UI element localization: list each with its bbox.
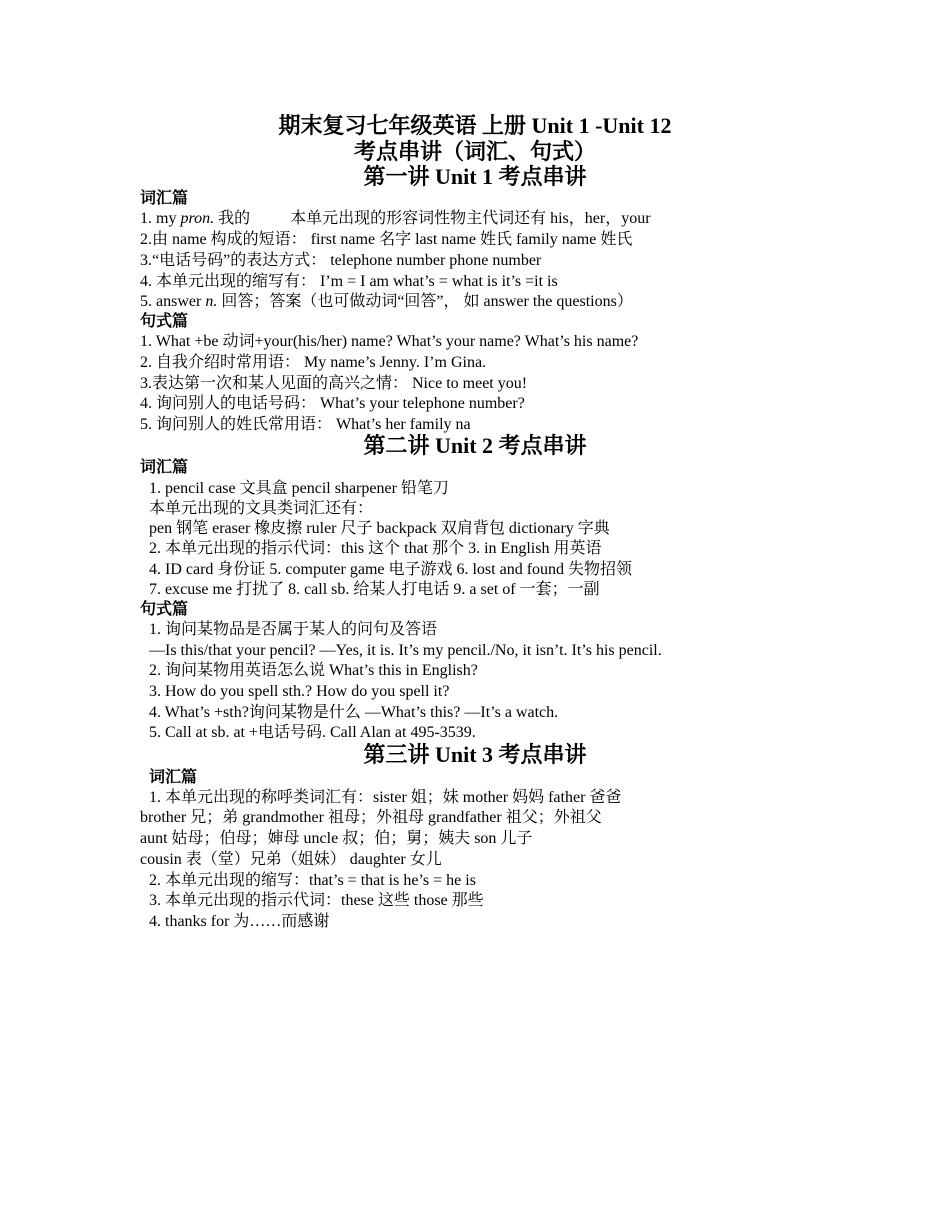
- text: 5. answer: [140, 293, 206, 310]
- lecture1-vocab-item-4: 4. 本单元出现的缩写有： I’m = I am what’s = what is it’s =it is: [140, 273, 558, 290]
- lecture1-sentence-item-3: 3.表达第一次和某人见面的高兴之情： Nice to meet you!: [140, 375, 528, 392]
- lecture1-sentence-item-4: 4. 询问别人的电话号码： What’s your telephone number?: [140, 395, 525, 412]
- lecture3-vocab-item-1-cont-1: brother 兄；弟 grandmother 祖母；外祖母 grandfather 祖父；外祖父: [140, 809, 602, 826]
- lecture2-vocab-item-1: 1. pencil case 文具盒 pencil sharpener 铅笔刀: [149, 480, 449, 497]
- lecture3-vocab-item-1-cont-3: cousin 表（堂）兄弟（姐妹） daughter 女儿: [140, 851, 442, 868]
- lecture2-sentence-item-5: 4. What’s +sth?询问某物是什么 —What’s this? —It’s a watch.: [149, 704, 559, 721]
- lecture1-vocab-item-2: 2.由 name 构成的短语： first name 名字 last name 姓氏 family name 姓氏: [140, 231, 633, 248]
- lecture3-vocab-item-2: 2. 本单元出现的缩写：that’s = that is he’s = he is: [149, 872, 476, 889]
- lecture2-sentence-item-3: 2. 询问某物用英语怎么说 What’s this in English?: [149, 662, 478, 679]
- document-subtitle: 考点串讲（词汇、句式）: [353, 139, 596, 164]
- lecture1-sentence-item-2: 2. 自我介绍时常用语： My name’s Jenny. I’m Gina.: [140, 354, 487, 371]
- text: 1. my: [140, 210, 181, 227]
- lecture2-vocab-item-6: 7. excuse me 打扰了 8. call sb. 给某人打电话 9. a set of 一套；一副: [149, 581, 600, 598]
- lecture2-sentence-item-6: 5. Call at sb. at +电话号码. Call Alan at 495-3539.: [149, 724, 476, 741]
- lecture3-vocab-item-1-cont-2: aunt 姑母；伯母；婶母 uncle 叔；伯；舅；姨夫 son 儿子: [140, 830, 533, 847]
- lecture1-title: 第一讲 Unit 1 考点串讲: [363, 164, 587, 189]
- text: 回答；答案（也可做动词“回答”， 如 answer the questions）: [217, 293, 633, 310]
- lecture2-sentence-heading: 句式篇: [140, 601, 189, 618]
- lecture2-sentence-item-4: 3. How do you spell sth.? How do you spell it?: [149, 683, 450, 700]
- lecture3-vocab-item-4: 4. thanks for 为……而感谢: [149, 913, 330, 930]
- lecture1-vocab-heading: 词汇篇: [140, 190, 189, 207]
- lecture2-vocab-item-2: 本单元出现的文具类词汇还有：: [149, 500, 374, 517]
- text: 我的 本单元出现的形容词性物主代词还有 his，her，your: [214, 210, 651, 227]
- lecture1-sentence-item-1: 1. What +be 动词+your(his/her) name? What’s your name? What’s his name?: [140, 333, 639, 350]
- lecture1-vocab-item-5: [140, 292, 633, 312]
- lecture3-title: 第三讲 Unit 3 考点串讲: [363, 742, 587, 767]
- lecture2-vocab-item-5: 4. ID card 身份证 5. computer game 电子游戏 6. lost and found 失物招领: [149, 561, 633, 578]
- lecture2-sentence-item-2: —Is this/that your pencil? —Yes, it is. It’s my pencil./No, it isn’t. It’s his pencil.: [149, 642, 662, 659]
- lecture2-title: 第二讲 Unit 2 考点串讲: [363, 433, 587, 458]
- lecture2-vocab-item-4: 2. 本单元出现的指示代词：this 这个 that 那个 3. in English 用英语: [149, 540, 602, 557]
- lecture1-vocab-item-3: 3.“电话号码”的表达方式： telephone number phone number: [140, 252, 542, 269]
- lecture3-vocab-heading: 词汇篇: [149, 769, 198, 786]
- text-italic: pron.: [180, 210, 215, 227]
- lecture3-vocab-item-1: 1. 本单元出现的称呼类词汇有：sister 姐；妹 mother 妈妈 father 爸爸: [149, 789, 622, 806]
- document-title: 期末复习七年级英语 上册 Unit 1 -Unit 12: [278, 113, 672, 138]
- lecture2-sentence-item-1: 1. 询问某物品是否属于某人的问句及答语: [149, 621, 438, 638]
- lecture2-vocab-item-3: pen 钢笔 eraser 橡皮擦 ruler 尺子 backpack 双肩背包 dictionary 字典: [149, 520, 610, 537]
- lecture3-vocab-item-3: 3. 本单元出现的指示代词：these 这些 those 那些: [149, 892, 484, 909]
- lecture1-sentence-heading: 句式篇: [140, 313, 189, 330]
- lecture1-vocab-item-1: [140, 209, 651, 229]
- lecture2-vocab-heading: 词汇篇: [140, 459, 189, 476]
- text-italic: n.: [205, 293, 218, 310]
- lecture1-sentence-item-5: 5. 询问别人的姓氏常用语： What’s her family na: [140, 416, 471, 433]
